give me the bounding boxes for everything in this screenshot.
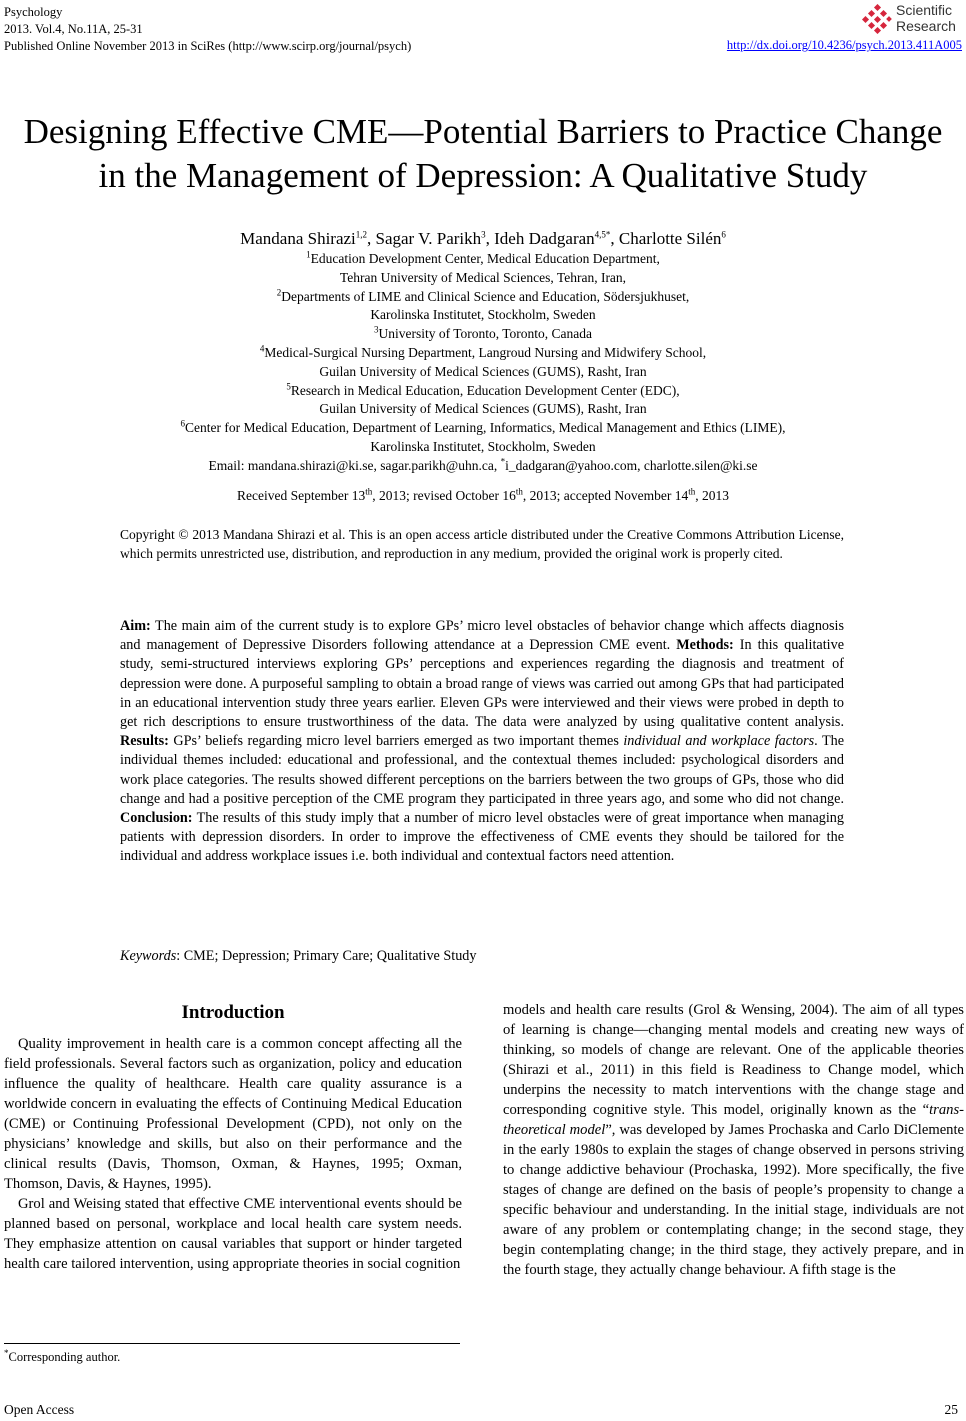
doi [727, 38, 962, 53]
received-dates: Received September 13th, 2013; revised October 16th, 2013; accepted November 14th, 2013 [237, 486, 729, 503]
journal-name: Psychology [4, 5, 63, 19]
body-column-right [503, 1000, 964, 1280]
publication-info: Published Online November 2013 in SciRes (http://www.scirp.org/journal/psych) [4, 39, 412, 53]
title-line-2: in the Management of Depression: A Qualitative Study [98, 156, 868, 195]
email-line: Email: mandana.shirazi@ki.se, sagar.parikh@uhn.ca, *i_dadgaran@yahoo.com, charlotte.silen@ki.se [208, 456, 758, 473]
abstract-methods-label: Methods: [676, 637, 734, 654]
abstract-results-label: Results: [120, 733, 169, 750]
section-heading: Introduction [181, 1002, 285, 1023]
page-number: 25 [944, 1402, 958, 1417]
affiliations [0, 250, 966, 476]
abstract: Aim: The main aim of the current study is to explore GPs’ micro level obstacles of behavior change which affects diagnosis and management of Depressive Disorders following attendance at a Depression CME event. Methods: In this qualitative study, semi-structured interviews exploring GPs’ perceptions and experiences regarding the diagnosis and treatment of depression were done. A purposeful sampling to obtain a broad range of views was carried out among GPs that had participated in an educational intervention study three years earlier. Eleven GPs were interviewed and their views were probed in depth to get rich descriptions to ensure trustworthiness of the data. The data were analyzed by using qualitative content analysis. Results: GPs’ beliefs regarding micro level barriers emerged as two important themes individual and workplace factors. The individual themes included: educational and professional, and the contextual themes included: psychological disorders and work place categories. The results showed different perceptions on the barriers between the two groups of GPs, those who did change and had a positive perception of the CME program they participated in three years ago, and some who did not change. Conclusion: The results of this study imply that a number of micro level obstacles were of great importance when managing patients with depression disorders. In order to improve the effectiveness of CME events they should be tailored for the individual and address workplace issues i.e. both individual and contextual factors need attention. [120, 618, 844, 865]
journal-volume: 2013. Vol.4, No.11A, 25-31 [4, 22, 143, 36]
affiliation-cont: Guilan University of Medical Sciences (GUMS), Rasht, Iran [319, 363, 647, 379]
affiliation: $^6$Center for Medical Education, Department of Learning, Informatics, Medical Management and Ethics (LIME), [180, 418, 786, 436]
body-column-left [4, 1000, 462, 1274]
author-list [0, 228, 966, 250]
abstract-conclusion-label: Conclusion: [120, 810, 193, 827]
affiliation-cont: Tehran University of Medical Sciences, Tehran, Iran, [339, 269, 627, 285]
logo-line-2: Research [896, 18, 956, 34]
copyright-notice: Copyright © 2013 Mandana Shirazi et al. This is an open access article distributed under the Creative Commons Attribution License, which permits unrestricted use, distribution, and reproduction in any medium, provided the original work is properly cited. [120, 527, 844, 561]
affiliation: $^4$Medical-Surgical Nursing Department, Langroud Nursing and Midwifery School, [259, 343, 707, 360]
journal-header [4, 4, 411, 55]
author-name: , Sagar V. Parikh [367, 229, 482, 248]
open-access-label: Open Access [4, 1402, 75, 1417]
author-name: , Ideh Dadgaran [485, 229, 595, 248]
affiliation: $^3$University of Toronto, Toronto, Canada [373, 324, 593, 342]
paragraph: Grol and Weising stated that effective CME interventional events should be planned based on personal, workplace and local health care system needs. They emphasize attention on causal variables that support or hinder targeted health care tailored intervention, using appropriate theories in social cognition [4, 1196, 462, 1272]
paragraph: Quality improvement in health care is a common concept affecting all the field professionals. Several factors such as organization, policy and education influence the quality of healthcare. Health care quality assurance is a worldwide concern in evaluating the effects of Continuing Medical Education (CME) or Continuing Professional Development (CPD), not only on the physicians’ knowledge and skills, but also on their performance and the clinical results (Davis, Thomson, Oxman, & Haynes, 1995; Oxman, Thomson, Davis, & Haynes, 1995). [4, 1036, 462, 1192]
affiliation: $^5$Research in Medical Education, Education Development Center (EDC), [286, 381, 680, 398]
affiliation: $^2$Departments of LIME and Clinical Science and Education, Södersjukhuset, [276, 287, 690, 304]
abstract-aim-label: Aim: [120, 618, 151, 634]
doi-link[interactable]: http://dx.doi.org/10.4236/psych.2013.411A005 [726, 38, 962, 52]
author-affiliation-marker: 4,5* [594, 229, 611, 240]
affiliation-cont: Guilan University of Medical Sciences (GUMS), Rasht, Iran [319, 401, 647, 417]
keywords: Keywords: CME; Depression; Primary Care; Qualitative Study [120, 948, 477, 964]
affiliation: $^1$Education Development Center, Medical Education Department, [306, 249, 660, 266]
paragraph: models and health care results (Grol & Wensing, 2004). The aim of all types of learning is change—changing mental models and creating new ways of thinking, so models of change are relevant. One of the applicable theories (Shirazi et al., 2011) in this field is Readiness to Change model, which underpins the necessity to match interventions with the change stage and corresponding cognitive style. This model, originally known as the “trans-theoretical model”, was developed by James Prochaska and Carlo DiClemente in the early 1980s to explain the stages of change observed in persons striving to change addictive behaviour (Prochaska, 1992). More specifically, the five stages of change are defined on the basis of people’s propensity to change a specific behaviour and understanding. In the initial stage, individuals are not aware of any problem or contemplating change; in the second stage, they begin contemplating change; in the third stage, they actively prepare, and in the fourth stage, they actually change behaviour. A fifth stage is the [503, 1002, 964, 1278]
author-affiliation-marker: 6 [721, 229, 726, 240]
author-name: , Charlotte Silén [610, 229, 722, 248]
affiliation-cont: Karolinska Institutet, Stockholm, Sweden [370, 307, 596, 323]
logo-diamond-icon [862, 4, 892, 34]
scientific-research-logo [862, 2, 962, 38]
paper-title [0, 110, 966, 198]
title-line-1: Designing Effective CME—Potential Barriers to Practice Change [23, 112, 943, 151]
logo-line-1: Scientific [896, 2, 953, 18]
footnote: *Corresponding author. [4, 1347, 121, 1364]
affiliation-cont: Karolinska Institutet, Stockholm, Sweden [370, 438, 596, 454]
keywords-label: Keywords [120, 948, 177, 964]
footnote-divider [4, 1343, 460, 1344]
author-name: Mandana Shirazi [240, 229, 356, 248]
author-affiliation-marker: 1,2 [355, 229, 368, 240]
author-affiliation-marker: 3 [481, 229, 486, 240]
